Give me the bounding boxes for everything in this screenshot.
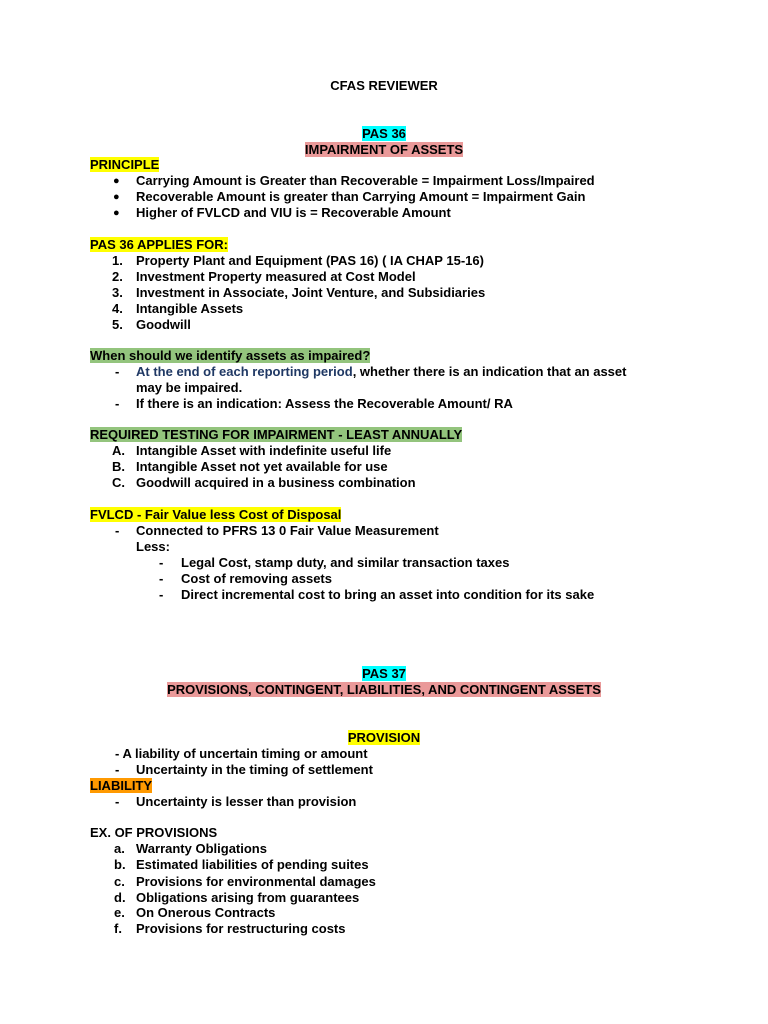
principle-item: Recoverable Amount is greater than Carrying Amount = Impairment Gain	[136, 189, 586, 204]
applies-item: Property Plant and Equipment (PAS 16) ( IA CHAP 15-16)	[136, 253, 484, 268]
examples-heading: EX. OF PROVISIONS	[90, 825, 218, 840]
letter-marker: B.	[112, 459, 125, 474]
dash-marker: -	[115, 364, 120, 379]
letter-marker: c.	[114, 874, 125, 889]
dash-marker: -	[115, 762, 120, 777]
principle-heading: PRINCIPLE	[90, 157, 160, 172]
testing-heading: REQUIRED TESTING FOR IMPAIRMENT - LEAST ANNUALLY	[90, 427, 463, 442]
letter-marker: C.	[112, 475, 125, 490]
testing-item: Goodwill acquired in a business combination	[136, 475, 416, 490]
examples-item: Warranty Obligations	[136, 841, 267, 856]
number-marker: 5.	[112, 317, 123, 332]
principle-item: Higher of FVLCD and VIU is = Recoverable Amount	[136, 205, 451, 220]
bullet-marker: ●	[113, 191, 120, 203]
pas36-section-title: IMPAIRMENT OF ASSETS	[304, 142, 464, 157]
letter-marker: a.	[114, 841, 125, 856]
examples-item: Provisions for environmental damages	[136, 874, 376, 889]
dash-marker: -	[159, 571, 164, 586]
applies-heading: PAS 36 APPLIES FOR:	[90, 237, 228, 252]
pas37-section-label: PAS 37	[362, 666, 406, 681]
fvlcd-heading: FVLCD - Fair Value less Cost of Disposal	[90, 507, 342, 522]
document-title: CFAS REVIEWER	[330, 78, 438, 93]
provision-heading: PROVISION	[347, 730, 421, 745]
dash-marker: -	[115, 523, 120, 538]
identify-item: At the end of each reporting period, whether there is an indication that an asset	[136, 364, 627, 379]
identify-item: If there is an indication: Assess the Recoverable Amount/ RA	[136, 396, 513, 411]
pas36-section-label: PAS 36	[362, 126, 406, 141]
provision-item: Uncertainty in the timing of settlement	[136, 762, 373, 777]
bullet-marker: ●	[113, 207, 120, 219]
pas37-section-title: PROVISIONS, CONTINGENT, LIABILITIES, AND CONTINGENT ASSETS	[167, 682, 601, 697]
identify-heading: When should we identify assets as impaired?	[90, 348, 371, 363]
identify-item-continuation: may be impaired.	[136, 380, 243, 395]
bullet-marker: ●	[113, 175, 120, 187]
examples-item: Obligations arising from guarantees	[136, 890, 360, 905]
letter-marker: e.	[114, 905, 125, 920]
applies-item: Investment in Associate, Joint Venture, and Subsidiaries	[136, 285, 486, 300]
applies-item: Goodwill	[136, 317, 191, 332]
testing-item: Intangible Asset with indefinite useful life	[136, 443, 392, 458]
number-marker: 4.	[112, 301, 123, 316]
less-item: Direct incremental cost to bring an asset into condition for its sake	[181, 587, 595, 602]
less-item: Cost of removing assets	[181, 571, 332, 586]
number-marker: 3.	[112, 285, 123, 300]
letter-marker: f.	[114, 921, 122, 936]
liability-item: Uncertainty is lesser than provision	[136, 794, 357, 809]
dash-marker: -	[115, 396, 120, 411]
applies-item: Investment Property measured at Cost Model	[136, 269, 416, 284]
fvlcd-item: Connected to PFRS 13 0 Fair Value Measurement	[136, 523, 439, 538]
number-marker: 1.	[112, 253, 123, 268]
testing-item: Intangible Asset not yet available for use	[136, 459, 388, 474]
number-marker: 2.	[112, 269, 123, 284]
applies-item: Intangible Assets	[136, 301, 244, 316]
letter-marker: d.	[114, 890, 126, 905]
examples-item: On Onerous Contracts	[136, 905, 276, 920]
less-label: Less:	[136, 539, 170, 554]
examples-item: Provisions for restructuring costs	[136, 921, 346, 936]
letter-marker: b.	[114, 857, 126, 872]
dash-marker: -	[159, 555, 164, 570]
letter-marker: A.	[112, 443, 125, 458]
principle-item: Carrying Amount is Greater than Recoverable = Impairment Loss/Impaired	[136, 173, 595, 188]
less-item: Legal Cost, stamp duty, and similar transaction taxes	[181, 555, 510, 570]
identify-item-emphasis: At the end of each reporting period	[136, 364, 353, 379]
examples-item: Estimated liabilities of pending suites	[136, 857, 369, 872]
liability-heading: LIABILITY	[90, 778, 153, 793]
provision-item: - A liability of uncertain timing or amount	[115, 746, 368, 761]
dash-marker: -	[115, 794, 120, 809]
dash-marker: -	[159, 587, 164, 602]
